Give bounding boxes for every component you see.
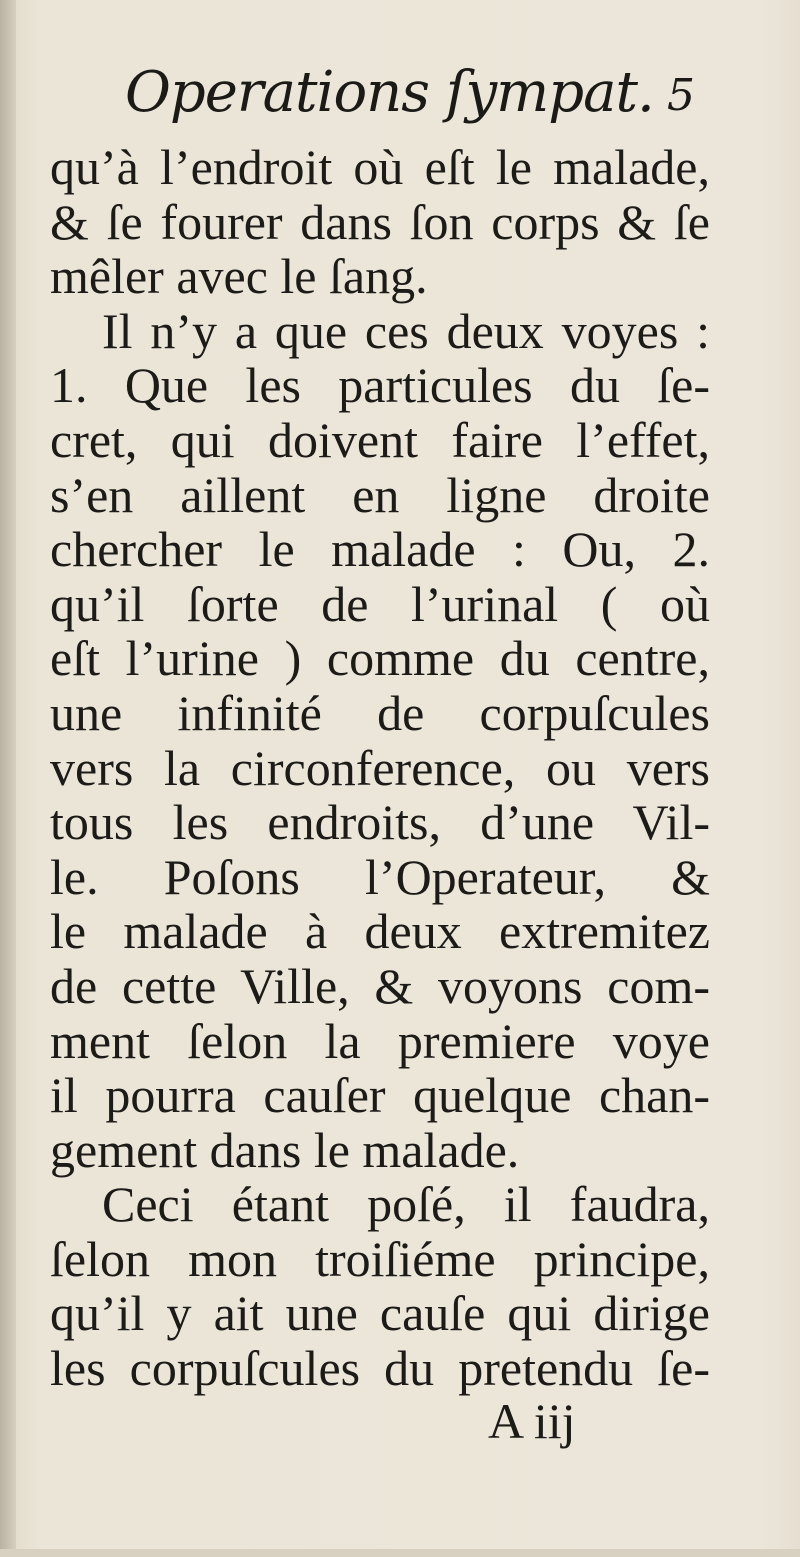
text-line: le malade à deux extremitez [50, 903, 710, 960]
page-header [125, 60, 695, 140]
page-bottom-edge [0, 1549, 800, 1557]
binding-gutter [0, 0, 16, 1557]
text-line: qu’à l’endroit où eſt le malade, [50, 139, 710, 195]
text-line: tous les endroits, d’une Vil- [50, 794, 710, 851]
text-line: qu’il ſorte de l’urinal ( où [50, 575, 710, 632]
text-line: 1. Que les particules du ſe- [50, 357, 710, 414]
text-line: Ceci étant poſé, il faudra, [102, 1176, 710, 1233]
text-line: une infinité de corpuſcules [50, 684, 710, 741]
running-title: Operations ſympat. [125, 60, 654, 125]
text-line: cret, qui doivent faire l’effet, [50, 411, 710, 468]
text-line: s’en aillent en ligne droite [50, 466, 710, 523]
text-line: eſt l’urine ) comme du centre, [50, 630, 710, 687]
text-line: qu’il y ait une cauſe qui dirige [50, 1285, 710, 1342]
body-text [50, 140, 710, 1396]
signature-mark: A iij [488, 1393, 576, 1449]
text-line: gement dans le malade. [50, 1121, 520, 1178]
text-line: & ſe fourer dans ſon corps & ſe [50, 193, 710, 250]
text-line: chercher le malade : Ou, 2. [50, 521, 710, 578]
text-line: Il n’y a que ces deux voyes : [102, 302, 710, 359]
text-line: ment ſelon la premiere voye [50, 1012, 710, 1069]
text-line: il pourra cauſer quelque chan- [50, 1067, 710, 1124]
text-line: mêler avec le ſang. [50, 248, 428, 305]
text-line: le. Poſons l’Operateur, & [50, 848, 710, 905]
text-line: de cette Ville, & voyons com- [50, 957, 710, 1014]
text-line: les corpuſcules du pretendu ſe- [50, 1340, 710, 1397]
page-number: 5 [667, 70, 695, 121]
text-line: ſelon mon troiſiéme principe, [50, 1230, 710, 1287]
text-line: vers la circonference, ou vers [50, 739, 710, 796]
